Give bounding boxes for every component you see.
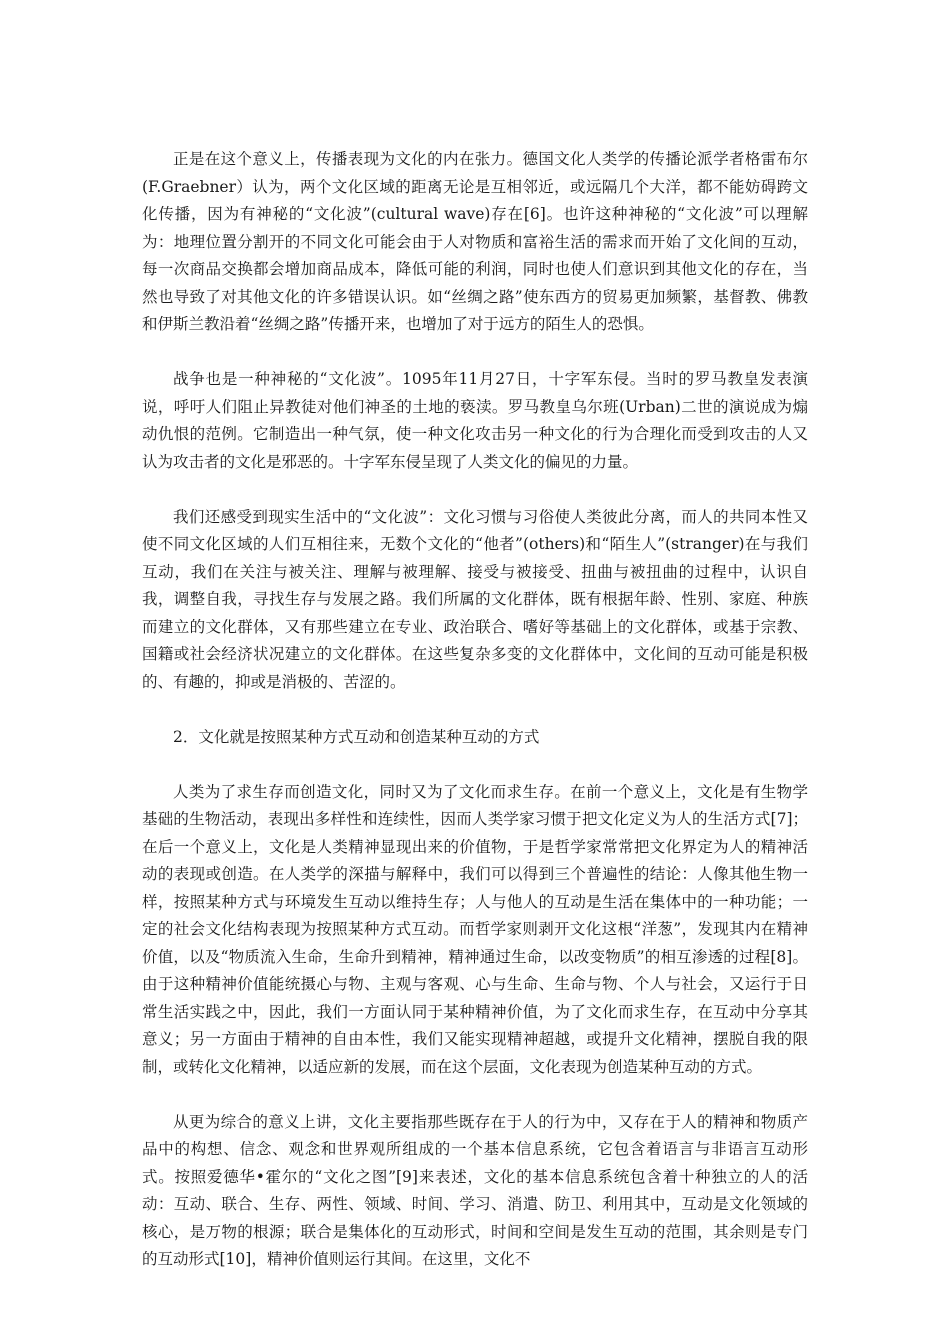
paragraph-real-life-wave: 我们还感受到现实生活中的“文化波”：文化习惯与习俗使人类彼此分离，而人的共同本性又使不同文化区域的人们互相往来，无数个文化的“他者”(others)和“陌生人”(stranger)在与我们互动，我们在关注与被关注、理解与被理解、接受与被接受、扭曲与被扭曲的过程中，认识自我，调整自我，寻找生存与发展之路。我们所属的文化群体，既有根据年龄、性别、家庭、种族而建立的文化群体，又有那些建立在专业、政治联合、嗜好等基础上的文化群体，或基于宗教、国籍或社会经济状况建立的文化群体。在这些复杂多变的文化群体中，文化间的互动可能是积极的、有趣的，抑或是消极的、苦涩的。	[142, 507, 808, 691]
document-body	[142, 146, 808, 1301]
paragraph-crusades: 战争也是一种神秘的“文化波”。1095年11月27日，十字军东侵。当时的罗马教皇发表演说，呼吁人们阻止异教徒对他们神圣的土地的亵渎。罗马教皇乌尔班(Urban)二世的演说成为煽动仇恨的范例。它制造出一种气氛，使一种文化攻击另一种文化的行为合理化而受到攻击的人又认为攻击者的文化是邪恶的。十字军东侵呈现了人类文化的偏见的力量。	[142, 370, 808, 471]
paragraph-culture-survival: 人类为了求生存而创造文化，同时又为了文化而求生存。在前一个意义上，文化是有生物学基础的生物活动，表现出多样性和连续性，因而人类学家习惯于把文化定义为人的生活方式[7]；在后一个意义上，文化是人类精神显现出来的价值物，于是哲学家常常把文化界定为人的精神活动的表现或创造。在人类学的深描与解释中，我们可以得到三个普遍性的结论：人像其他生物一样，按照某种方式与环境发生互动以维持生存；人与他人的互动是生活在集体中的一种功能；一定的社会文化结构表现为按照某种方式互动。而哲学家则剥开文化这根“洋葱”，发现其内在精神价值，以及“物质流入生命，生命升到精神，精神通过生命，以改变物质”的相互渗透的过程[8]。由于这种精神价值能统摄心与物、主观与客观、心与生命、生命与物、个人与社会，又运行于日常生活实践之中，因此，我们一方面认同于某种精神价值，为了文化而求生存，在互动中分享其意义；另一方面由于精神的自由本性，我们又能实现精神超越，或提升文化精神，摆脱自我的限制，或转化文化精神，以适应新的发展，而在这个层面，文化表现为创造某种互动的方式。	[142, 782, 808, 1076]
section-heading: 2．文化就是按照某种方式互动和创造某种互动的方式	[173, 727, 540, 746]
paragraph-culture-information-system: 从更为综合的意义上讲，文化主要指那些既存在于人的行为中，又存在于人的精神和物质产品中的构想、信念、观念和世界观所组成的一个基本信息系统，它包含着语言与非语言互动形式。按照爱德华•霍尔的“文化之图”[9]来表述，文化的基本信息系统包含着十种独立的人的活动：互动、联合、生存、两性、领域、时间、学习、消遣、防卫、利用其中，互动是文化领域的核心，是万物的根源；联合是集体化的互动形式，时间和空间是发生互动的范围，其余则是专门的互动形式[10]，精神价值则运行其间。在这里，文化不	[142, 1112, 808, 1268]
paragraph-cultural-wave: 正是在这个意义上，传播表现为文化的内在张力。德国文化人类学的传播论派学者格雷布尔(F.Graebner）认为，两个文化区域的距离无论是互相邻近，或远隔几个大洋，都不能妨碍跨文化传播，因为有神秘的“文化波”(cultural wave)存在[6]。也许这种神秘的“文化波”可以理解为：地理位置分割开的不同文化可能会由于人对物质和富裕生活的需求而开始了文化间的互动，每一次商品交换都会增加商品成本，降低可能的利润，同时也使人们意识到其他文化的存在，当然也导致了对其他文化的许多错误认识。如“丝绸之路”使东西方的贸易更加频繁，基督教、佛教和伊斯兰教沿着“丝绸之路”传播开来，也增加了对于远方的陌生人的恐惧。	[142, 150, 808, 333]
